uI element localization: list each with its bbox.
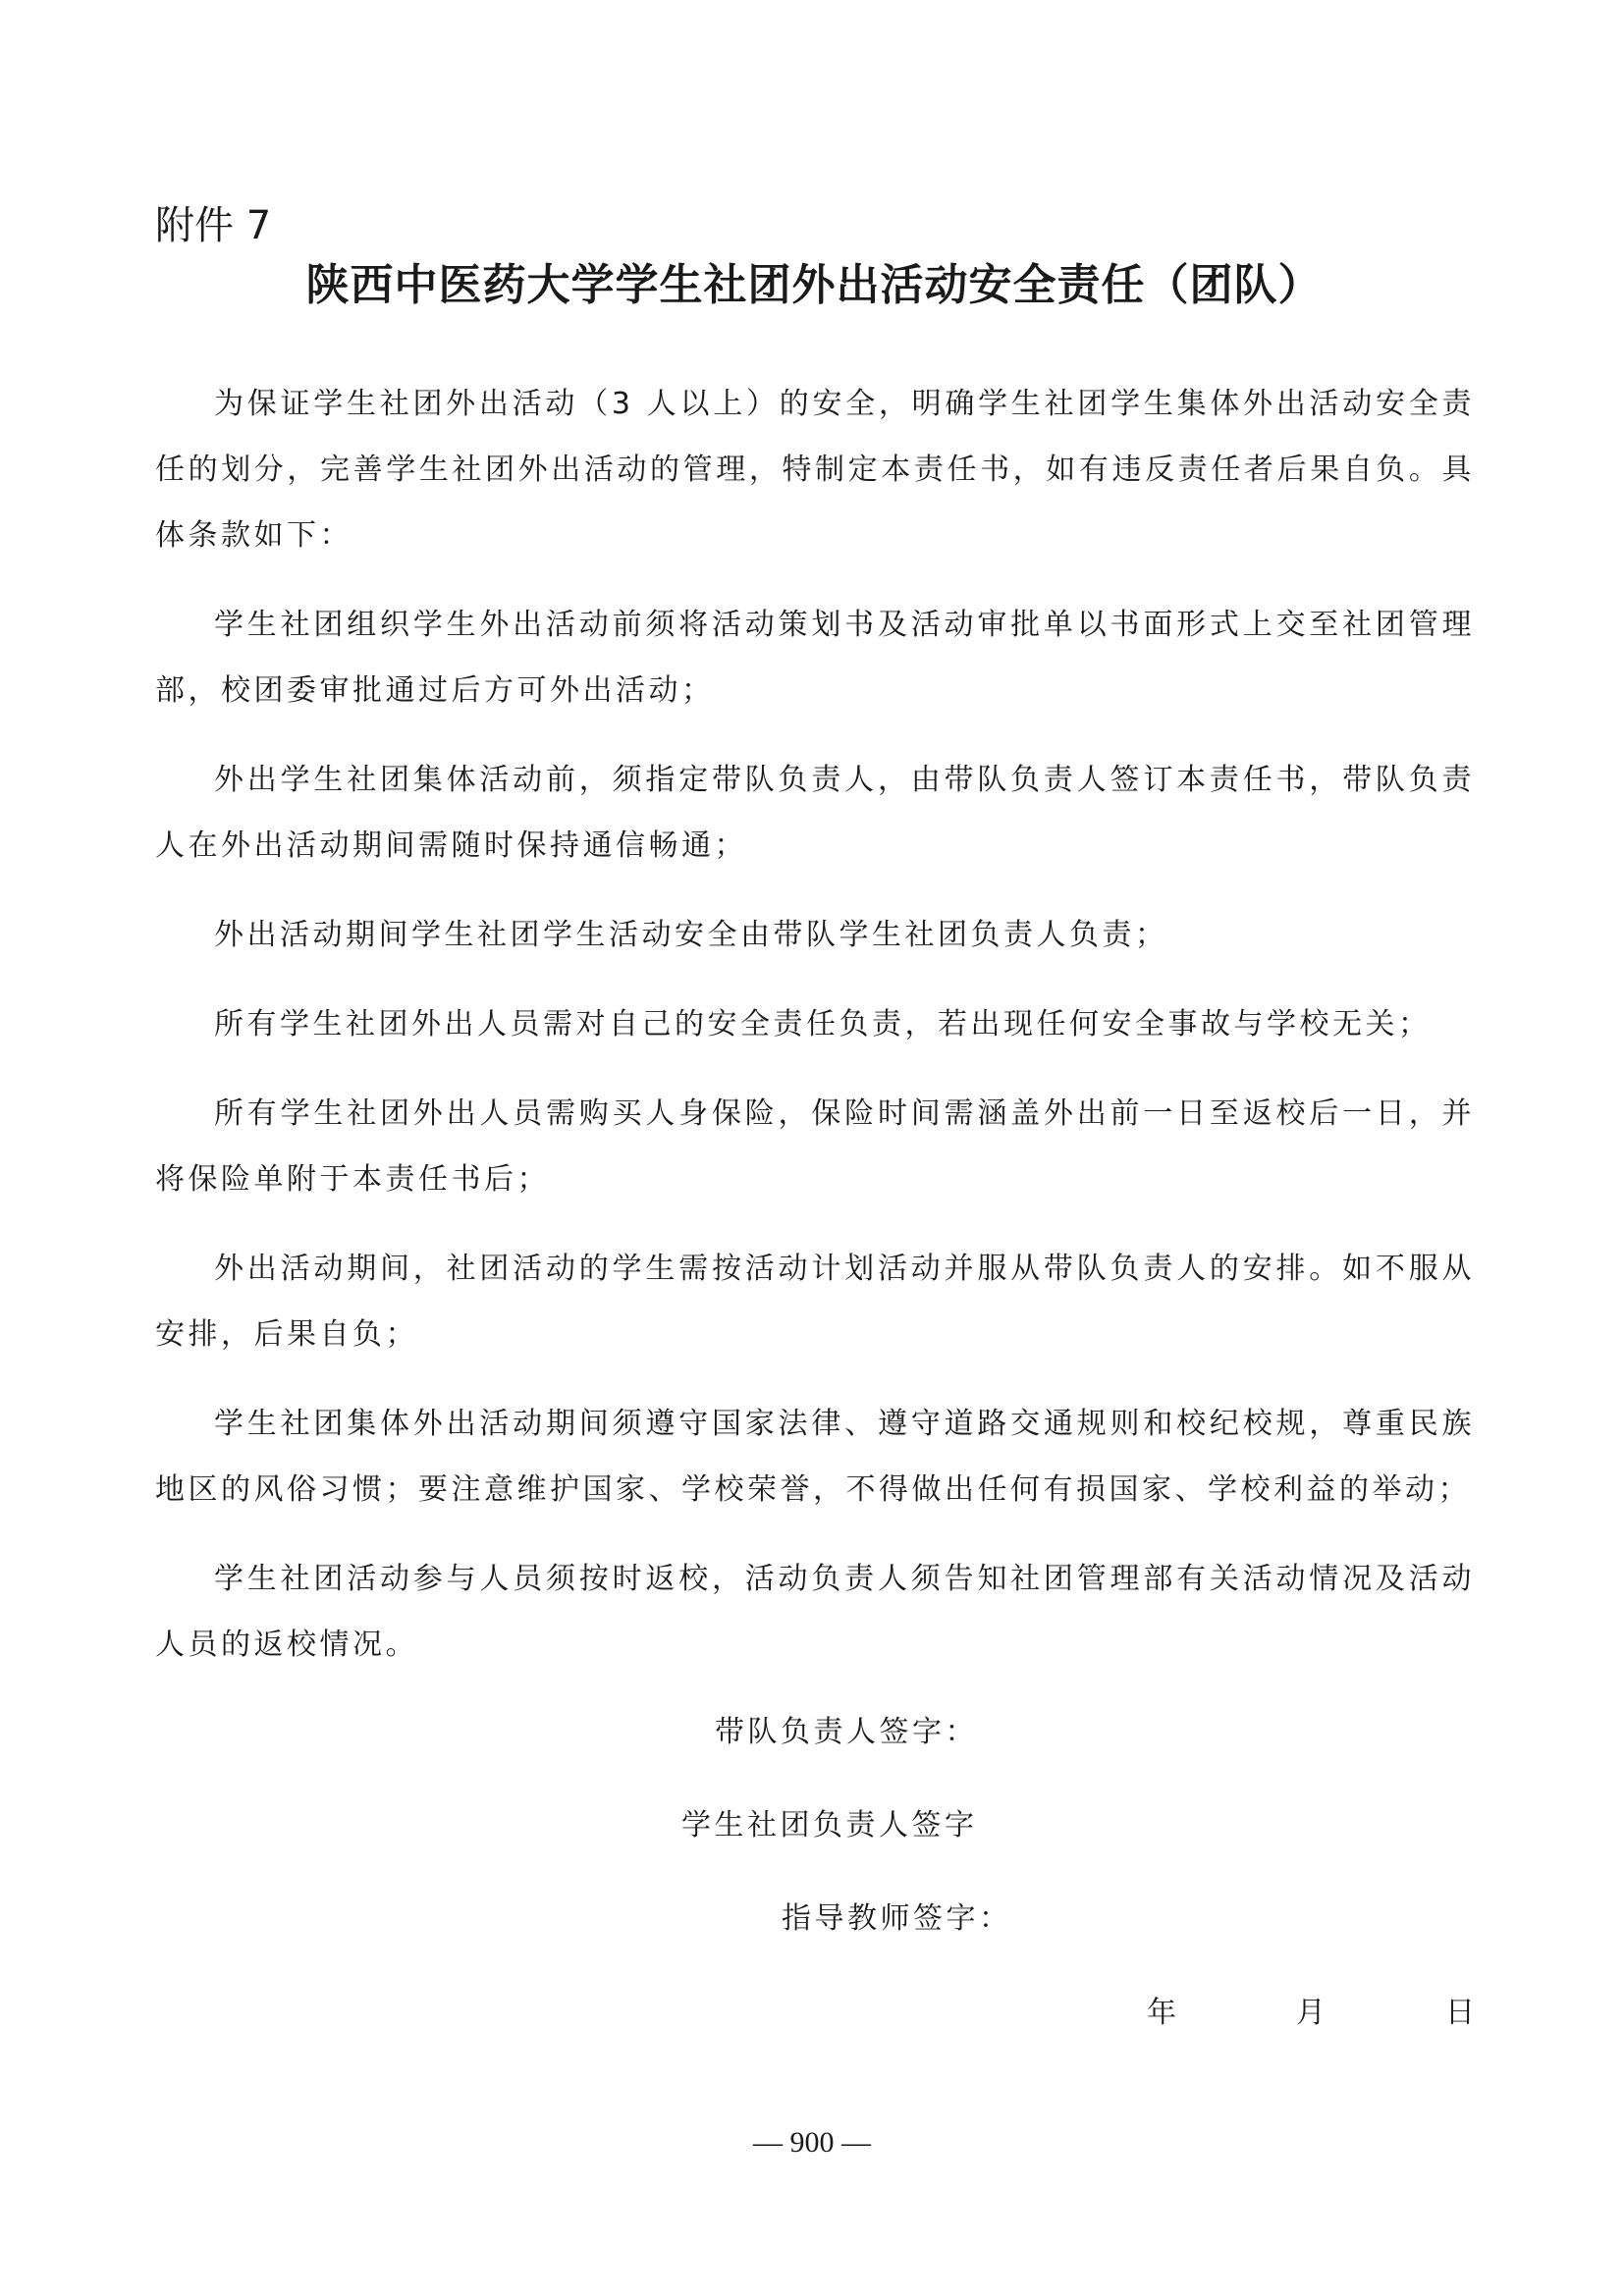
date-month-label: 月: [1296, 1996, 1326, 2030]
signature-line-teacher: 指导教师签字：: [782, 1901, 1012, 1936]
signature-line-club-leader: 学生社团负责人签字: [681, 1808, 978, 1842]
document-body: [155, 371, 1475, 1701]
paragraph-clause: 学生社团活动参与人员须按时返校，活动负责人须告知社团管理部有关活动情况及活动人员的返校情况。: [155, 1562, 1475, 1662]
date-year-label: 年: [1147, 1996, 1176, 2030]
paragraph-clause: 所有学生社团外出人员需购买人身保险，保险时间需涵盖外出前一日至返校后一日，并将保险单附于本责任书后；: [155, 1096, 1475, 1197]
paragraph-clause: 学生社团组织学生外出活动前须将活动策划书及活动审批单以书面形式上交至社团管理部，校团委审批通过后方可外出活动；: [155, 608, 1475, 708]
paragraph-clause: 外出活动期间学生社团学生活动安全由带队学生社团负责人负责；: [214, 918, 1168, 952]
paragraph-clause: 外出学生社团集体活动前，须指定带队负责人，由带队负责人签订本责任书，带队负责人在外出活动期间需随时保持通信畅通；: [155, 763, 1475, 863]
document-title: 陕西中医药大学学生社团外出活动安全责任（团队）: [305, 260, 1323, 310]
page-number: — 900 —: [753, 2126, 871, 2159]
signature-line-team-leader: 带队负责人签字：: [715, 1715, 978, 1749]
paragraph-clause: 学生社团集体外出活动期间须遵守国家法律、遵守道路交通规则和校纪校规，尊重民族地区的风俗习惯；要注意维护国家、学校荣誉，不得做出任何有损国家、学校利益的举动；: [155, 1407, 1475, 1507]
paragraph-clause: 所有学生社团外出人员需对自己的安全责任负责，若出现任何安全事故与学校无关；: [214, 1007, 1432, 1041]
attachment-label: 附件 7: [155, 203, 272, 248]
date-day-label: 日: [1445, 1996, 1475, 2030]
paragraph-clause: 外出活动期间，社团活动的学生需按活动计划活动并服从带队负责人的安排。如不服从安排，后果自负；: [155, 1252, 1475, 1352]
paragraph-intro: 为保证学生社团外出活动（3 人以上）的安全，明确学生社团学生集体外出活动安全责任的划分，完善学生社团外出活动的管理，特制定本责任书，如有违反责任者后果自负。具体条款如下：: [155, 387, 1475, 553]
